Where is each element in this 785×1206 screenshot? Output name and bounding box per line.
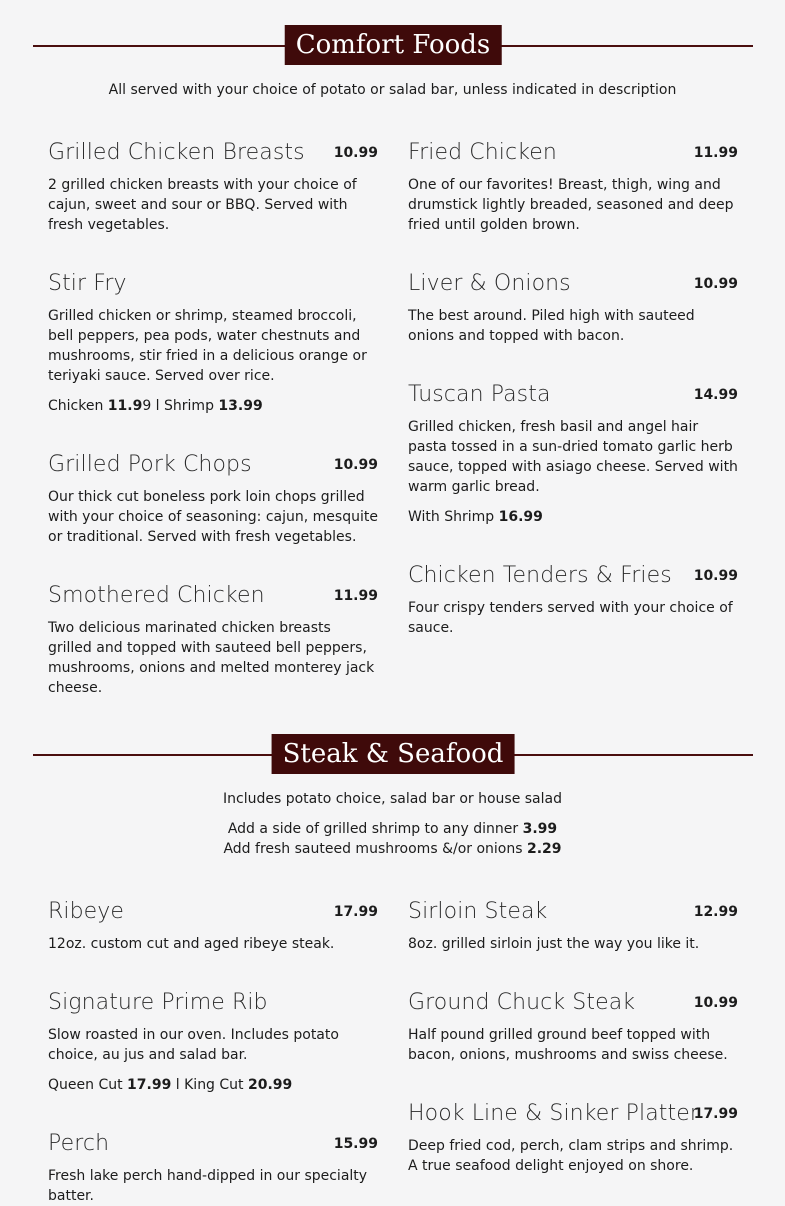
section-note: All served with your choice of potato or salad bar, unless indicated in description — [108, 82, 677, 98]
menu-item — [408, 139, 738, 235]
item-price: 17.99 — [333, 904, 378, 920]
steak-seafood-header — [33, 734, 753, 774]
menu-item — [48, 582, 378, 698]
item-description: Fresh lake perch hand-dipped in our specialty batter. — [48, 1168, 368, 1204]
menu-item — [48, 451, 378, 547]
item-variants — [48, 1075, 378, 1095]
menu-item — [48, 989, 378, 1095]
item-name: Smothered Chicken — [48, 583, 265, 608]
item-description: The best around. Piled high with sauteed onions and topped with bacon. — [408, 308, 695, 344]
item-price: 17.99 — [693, 1106, 738, 1122]
item-price: 14.99 — [693, 387, 738, 403]
item-variants — [408, 507, 738, 527]
item-description: Slow roasted in our oven. Includes potato choice, au jus and salad bar. — [48, 1027, 339, 1063]
menu-item — [408, 381, 738, 527]
variant-label: Chicken — [48, 398, 108, 414]
item-description: Our thick cut boneless pork loin chops grilled with your choice of seasoning: cajun, mesquite or traditional. Served with fresh vegetables. — [48, 489, 378, 545]
menu-item — [48, 898, 378, 954]
item-name: Chicken Tenders & Fries — [408, 563, 672, 588]
variant-label: 9 l Shrimp — [142, 398, 219, 414]
variant-label: l King Cut — [171, 1077, 248, 1093]
item-description: Four crispy tenders served with your choice of sauce. — [408, 600, 733, 636]
item-price: 10.99 — [693, 568, 738, 584]
item-price: 11.99 — [333, 588, 378, 604]
add-on-note — [0, 839, 785, 859]
item-name: Grilled Chicken Breasts — [48, 140, 305, 165]
item-description: Two delicious marinated chicken breasts grilled and topped with sauteed bell peppers, mushrooms, onions and melted monterey jack cheese. — [48, 620, 375, 696]
item-description: Deep fried cod, perch, clam strips and shrimp. A true seafood delight enjoyed on shore. — [408, 1138, 734, 1174]
item-price: 15.99 — [333, 1136, 378, 1152]
item-price: 12.99 — [693, 904, 738, 920]
menu-item — [48, 139, 378, 235]
item-description: 12oz. custom cut and aged ribeye steak. — [48, 936, 335, 952]
add-on-price: 2.29 — [526, 841, 562, 857]
item-name: Tuscan Pasta — [408, 382, 551, 407]
item-description: 8oz. grilled sirloin just the way you like it. — [408, 936, 700, 952]
item-price: 10.99 — [333, 145, 378, 161]
add-on-text: Add a side of grilled shrimp to any dinner — [227, 821, 523, 837]
item-name: Grilled Pork Chops — [48, 452, 252, 477]
variant-price: 20.99 — [248, 1077, 293, 1093]
menu-item — [408, 989, 738, 1065]
item-name: Perch — [48, 1131, 110, 1156]
item-name: Hook Line & Sinker Platter — [408, 1101, 700, 1126]
section-title: Comfort Foods — [285, 25, 502, 65]
item-name: Liver & Onions — [408, 271, 571, 296]
item-description: Grilled chicken, fresh basil and angel hair pasta tossed in a sun-dried tomato garlic herb sauce, topped with asiago cheese. Served with warm garlic bread. — [408, 419, 738, 495]
variant-price: 17.99 — [127, 1077, 172, 1093]
item-price: 10.99 — [693, 276, 738, 292]
menu-item — [48, 270, 378, 416]
item-name: Sirloin Steak — [408, 899, 548, 924]
item-name: Ground Chuck Steak — [408, 990, 636, 1015]
add-on-note — [0, 819, 785, 839]
variant-label: Queen Cut — [48, 1077, 128, 1093]
menu-item — [408, 270, 738, 346]
item-price: 11.99 — [693, 145, 738, 161]
item-description: Grilled chicken or shrimp, steamed broccoli, bell peppers, pea pods, water chestnuts and mushrooms, stir fried in a delicious orange or teriyaki sauce. Served over rice. — [48, 308, 367, 384]
variant-price: 13.99 — [218, 398, 263, 414]
item-description: One of our favorites! Breast, thigh, wing and drumstick lightly breaded, seasoned and deep fried until golden brown. — [408, 177, 734, 233]
item-price: 10.99 — [333, 457, 378, 473]
item-name: Ribeye — [48, 899, 125, 924]
menu-item — [408, 898, 738, 954]
item-name: Fried Chicken — [408, 140, 557, 165]
add-on-text: Add fresh sauteed mushrooms &/or onions — [223, 841, 527, 857]
item-description: Half pound grilled ground beef topped with bacon, onions, mushrooms and swiss cheese. — [408, 1027, 728, 1063]
item-price: 10.99 — [693, 995, 738, 1011]
comfort-foods-header — [33, 25, 753, 65]
item-name: Signature Prime Rib — [48, 990, 268, 1015]
variant-label: With Shrimp — [408, 509, 499, 525]
item-name: Stir Fry — [48, 271, 127, 296]
variant-price: 16.99 — [498, 509, 543, 525]
section-title: Steak & Seafood — [272, 734, 515, 774]
item-description: 2 grilled chicken breasts with your choice of cajun, sweet and sour or BBQ. Served with fresh vegetables. — [48, 177, 357, 233]
menu-item — [48, 1130, 378, 1206]
section-note: Includes potato choice, salad bar or house salad — [223, 791, 562, 807]
add-on-price: 3.99 — [522, 821, 558, 837]
menu-item — [408, 1100, 738, 1176]
variant-price: 11.9 — [107, 398, 143, 414]
item-variants — [48, 396, 378, 416]
menu-item — [408, 562, 738, 638]
